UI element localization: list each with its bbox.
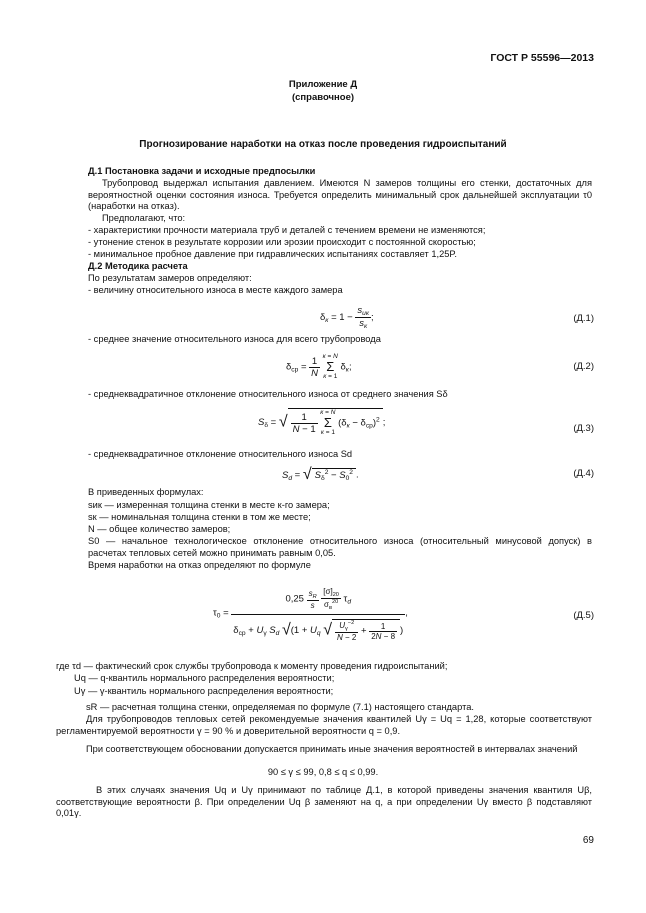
document-header: ГОСТ Р 55596—2013 — [490, 52, 594, 64]
legend-item-sik: sик — измеренная толщина стенки в месте к-го замера; — [88, 500, 330, 510]
intervals-formula: 90 ≤ γ ≤ 99, 0,8 ≤ q ≤ 0,99. — [267, 767, 379, 777]
section1-heading: Д.1 Постановка задачи и исходные предпосылки — [88, 166, 316, 176]
time-formula-intro: Время наработки на отказ определяют по формуле — [88, 560, 311, 570]
page-number: 69 — [582, 835, 594, 846]
where-ugamma: Uγ — γ-квантиль нормального распределения вероятности; — [74, 686, 334, 696]
appendix-title: Приложение Д — [288, 79, 358, 90]
item-relative-wear: - величину относительного износа в месте каждого замера — [88, 285, 343, 295]
item-std-dev-sd: - среднеквадратичное отклонение относительного износа Sd — [88, 449, 353, 459]
legend-item-n: N — общее количество замеров; — [88, 524, 231, 534]
equation-number-d1: (Д.1) — [573, 313, 594, 324]
equation-d1: $\delta_к = 1$ − $\frac{s_{ик}}{s_к}$ ; — [320, 305, 374, 330]
equation-d4: $S_d$ = √ $S_\delta^2 - S_0^2$ . — [282, 466, 359, 483]
where-uq: Uq — q-квантиль нормального распределения вероятности; — [74, 673, 335, 683]
assumption-item-3: - минимальное пробное давление при гидравлических испытаниях составляет 1,25P. — [88, 249, 458, 259]
equation-d3: $S_\delta$ = √ $\frac{1}{N - 1}$ к = N Σ к = 1 $(\delta_к - \delta_{ср})^2$ ; — [258, 409, 386, 436]
item-mean-wear: - среднее значение относительного износа для всего трубопровода — [88, 334, 381, 344]
equation-d2: $\delta_{ср}$ = $\frac{1}{N}$ к = N Σ к = 1 $\delta_к$; — [286, 353, 352, 380]
appendix-type: (справочное) — [291, 92, 355, 103]
where-tau-d: где τd — фактический срок службы трубопровода к моменту проведения гидроиспытаний; — [56, 661, 448, 671]
legend-item-sk: sк — номинальная толщина стенки в том же месте; — [88, 512, 311, 522]
equation-number-d4: (Д.4) — [573, 468, 594, 479]
assumption-intro: Предполагают, что: — [102, 213, 186, 223]
equation-number-d2: (Д.2) — [573, 361, 594, 372]
recommendation-paragraph: Для трубопроводов тепловых сетей рекомендуемые значения квантилей Uγ = Uq = 1,28, которые соответствуют регламентируемой вероятности γ = 90 % и доверительной вероятности q = 0,9. — [56, 714, 592, 736]
final-paragraph: В этих случаях значения Uq и Uγ принимают по таблице Д.1, в которой приведены значения квантиля Uβ, соответствующие вероятности β. При определении Uq β заменяют на q, а при определении Uγ вместо β подставляют 0,01γ. — [56, 785, 592, 819]
section2-heading: Д.2 Методика расчета — [88, 261, 188, 271]
equation-d5: $\tau_0$ = 0,25 $\frac{s_R}{s}$ $\frac{[\sigma]_{20}}{\sigma_в^{20}}$ $\tau_d$ $\delta_{ср} + U_\gamma$ $S_d$ $√(1 + U_q$ √ $\frac{U_\gamma^{-2}}{N - 2}$ + $\frac{1}{2N - 8}$ ) , — [213, 584, 408, 642]
equation-number-d5: (Д.5) — [573, 610, 594, 621]
legend-item-s0: S0 — начальное технологическое отклонение относительного износа (относительный минусовой допуск) в расчетах тепловых сетей можно принимать равным 0,05. — [88, 536, 592, 558]
legend-intro: В приведенных формулах: — [88, 487, 204, 497]
item-std-dev-sdelta: - среднеквадратичное отклонение относительного износа от среднего значения Sδ — [88, 389, 448, 399]
document-title: Прогнозирование наработки на отказ после проведения гидроиспытаний — [139, 139, 507, 150]
section1-paragraph: Трубопровод выдержал испытания давлением. Имеются N замеров толщины его стенки, достаточных для вероятностной оценки состояния износа. Требуется определить минимальный срок дальнейшей эксплуатации τ0 (наработки на отказ). — [88, 178, 592, 212]
intervals-paragraph: При соответствующем обосновании допускается принимать иные значения вероятностей в интервалах значений — [86, 744, 578, 754]
where-sr: sR — расчетная толщина стенки, определяемая по формуле (7.1) настоящего стандарта. — [86, 702, 474, 712]
equation-number-d3: (Д.3) — [573, 423, 594, 434]
assumption-item-1: - характеристики прочности материала труб и деталей с течением времени не изменяются; — [88, 225, 486, 235]
section2-intro: По результатам замеров определяют: — [88, 273, 252, 283]
assumption-item-2: - утонение стенок в результате коррозии или эрозии происходит с постоянной скоростью; — [88, 237, 476, 247]
